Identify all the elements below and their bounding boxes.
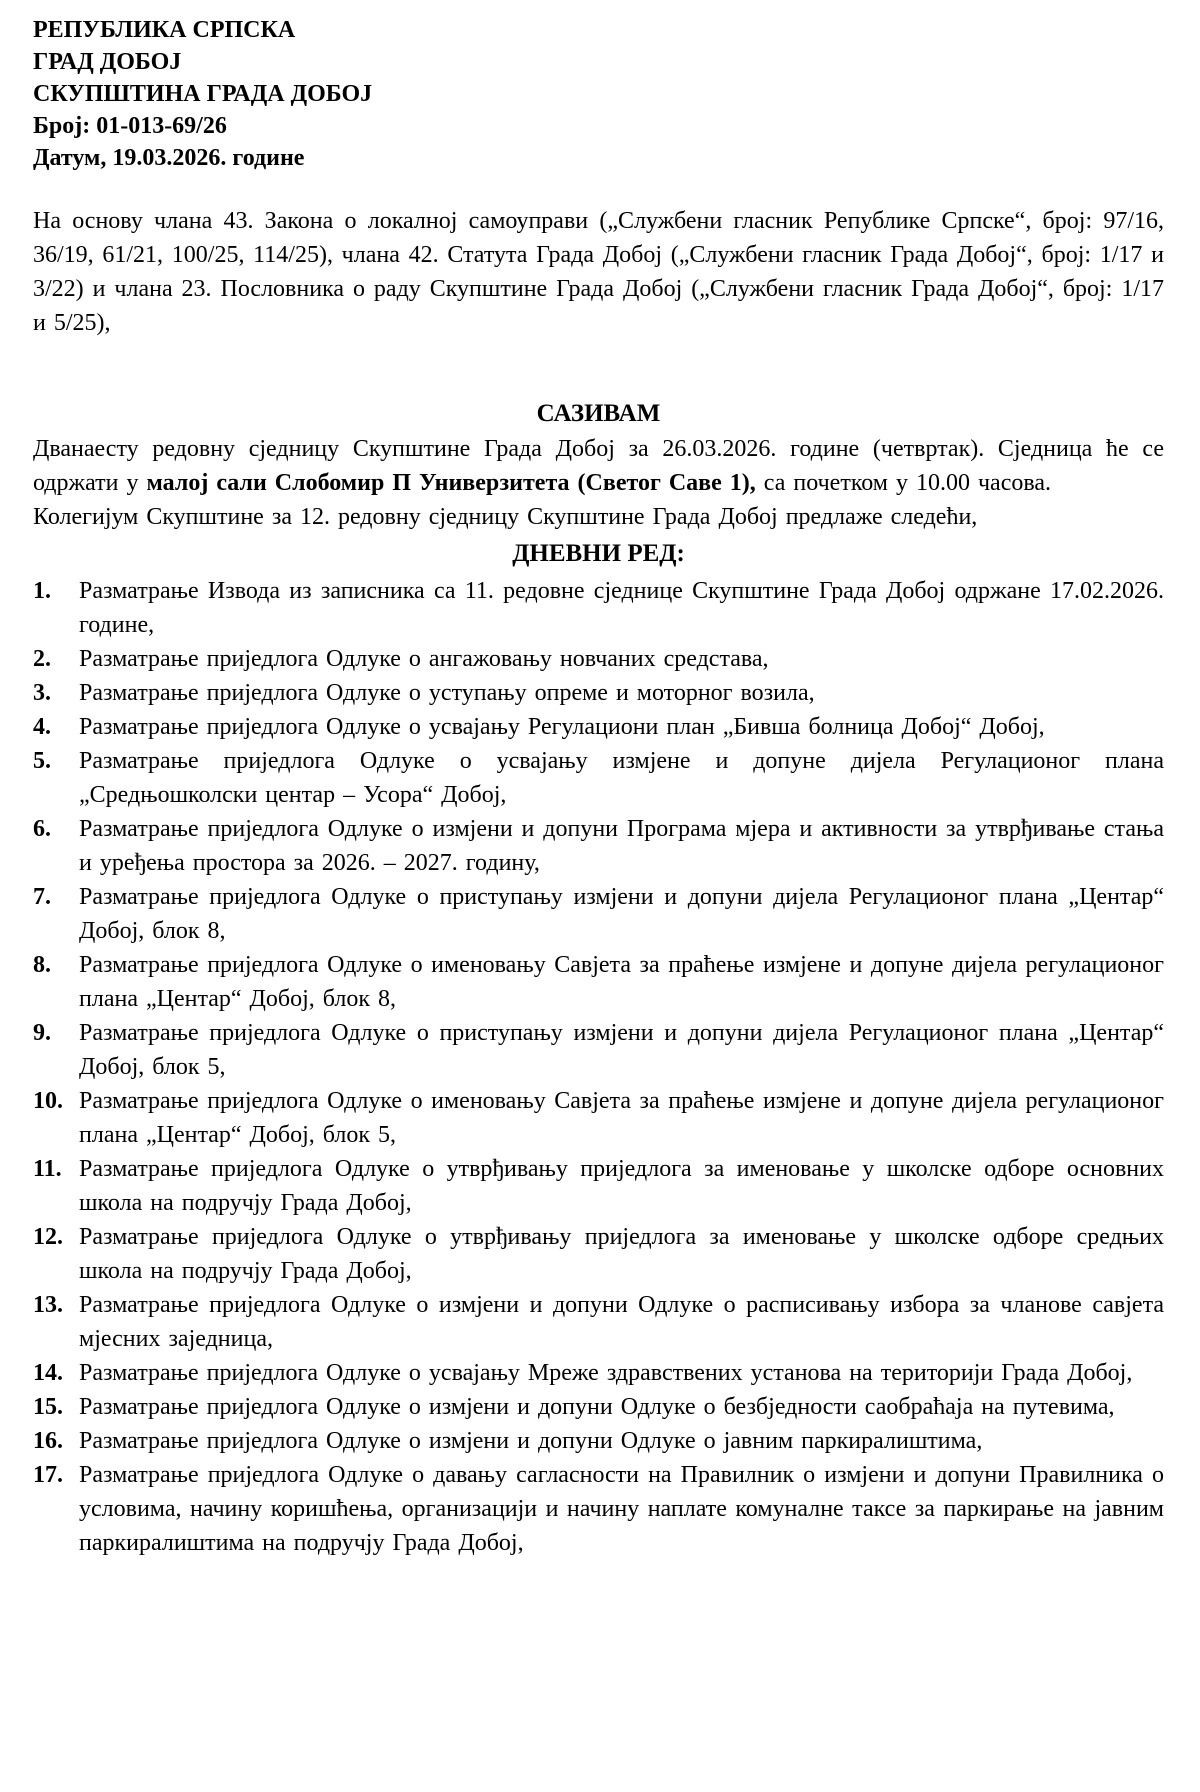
agenda-item-number: 12. — [33, 1224, 63, 1250]
agenda-heading: ДНЕВНИ РЕД: — [512, 540, 685, 567]
agenda-item-text: Разматрање приједлога Одлуке о утврђивању приједлога за именовање у школске одборе основних школа на подручју Града Добој, — [79, 1156, 1164, 1216]
agenda-item-number: 7. — [33, 884, 51, 910]
agenda-item-number: 11. — [33, 1156, 62, 1182]
agenda-item-number: 9. — [33, 1020, 51, 1046]
agenda-item-number: 8. — [33, 952, 51, 978]
agenda-item — [33, 1458, 1164, 1560]
agenda-item-number: 15. — [33, 1394, 63, 1420]
agenda-item — [33, 880, 1164, 948]
session-venue: малој сали Слобомир П Универзитета (Светог Саве 1), — [146, 470, 756, 496]
agenda-item-number: 4. — [33, 714, 51, 740]
collegium-paragraph: Колегијум Скупштине за 12. редовну сједницу Скупштине Града Добој предлаже следећи, — [33, 504, 978, 530]
agenda-item-number: 1. — [33, 578, 51, 604]
agenda-item-text: Разматрање приједлога Одлуке о усвајању Регулациони план „Бивша болница Добој“ Добој, — [79, 714, 1045, 740]
header-line-number: Број: 01-013-69/26 — [33, 113, 227, 139]
agenda-item-text: Разматрање приједлога Одлуке о уступању опреме и моторног возила, — [79, 680, 815, 706]
agenda-item — [33, 812, 1164, 880]
session-text-lead: Дванаесту редовну сједницу Скупштине Града Добој за 26.03.2026. године (четвртак). Сједница ће се одржати у — [33, 436, 1164, 496]
agenda-item-text: Разматрање приједлога Одлуке о давању сагласности на Правилник о измјени и допуни Правилника о условима, начину коришћења, организацији и начину наплате комуналне таксе за паркирање на јавним паркиралиштима на подручју Града Добој, — [79, 1462, 1164, 1556]
agenda-item — [33, 1220, 1164, 1288]
agenda-item — [33, 744, 1164, 812]
agenda-item-text: Разматрање приједлога Одлуке о измјени и допуни Одлуке о јавним паркиралиштима, — [79, 1428, 983, 1454]
agenda-item-number: 10. — [33, 1088, 63, 1114]
agenda-item — [33, 948, 1164, 1016]
agenda-item-text: Разматрање приједлога Одлуке о измјени и допуни Одлуке о безбједности саобраћаја на путевима, — [79, 1394, 1115, 1420]
agenda-item-text: Разматрање Извода из записника са 11. редовне сједнице Скупштине Града Добој одржане 17.02.2026. године, — [79, 578, 1164, 638]
agenda-item-text: Разматрање приједлога Одлуке о ангажовању новчаних средстава, — [79, 646, 769, 672]
session-text-trail: са почетком у 10.00 часова. — [755, 470, 1052, 496]
agenda-item-text: Разматрање приједлога Одлуке о приступању измјени и допуни дијела Регулационог плана „Центар“ Добој, блок 8, — [79, 884, 1164, 944]
agenda-item — [33, 1424, 1164, 1458]
agenda-item-text: Разматрање приједлога Одлуке о измјени и допуни Програма мјера и активности за утврђивање стања и уређења простора за 2026. – 2027. годину, — [79, 816, 1164, 876]
header-line-republic: РЕПУБЛИКА СРПСКА — [33, 17, 296, 43]
document-header — [33, 14, 1164, 174]
agenda-item-number: 3. — [33, 680, 51, 706]
agenda-item — [33, 1152, 1164, 1220]
agenda-item-number: 2. — [33, 646, 51, 672]
agenda-item-text: Разматрање приједлога Одлуке о приступању измјени и допуни дијела Регулационог плана „Центар“ Добој, блок 5, — [79, 1020, 1164, 1080]
agenda-item-text: Разматрање приједлога Одлуке о усвајању Мреже здравствених установа на територији Града Добој, — [79, 1360, 1133, 1386]
agenda-item-number: 5. — [33, 748, 51, 774]
agenda-item-number: 14. — [33, 1360, 63, 1386]
agenda-item — [33, 676, 1164, 710]
agenda-item-text: Разматрање приједлога Одлуке о измјени и допуни Одлуке о расписивању избора за чланове савјета мјесних заједница, — [79, 1292, 1164, 1352]
agenda-item — [33, 1356, 1164, 1390]
header-line-date: Датум, 19.03.2026. године — [33, 145, 305, 171]
agenda-item-number: 16. — [33, 1428, 63, 1454]
agenda-item-text: Разматрање приједлога Одлуке о утврђивању приједлога за именовање у школске одборе средњих школа на подручју Града Добој, — [79, 1224, 1164, 1284]
convocation-heading: САЗИВАМ — [536, 400, 661, 427]
header-line-assembly: СКУПШТИНА ГРАДА ДОБОЈ — [33, 81, 373, 107]
legal-basis-paragraph: На основу члана 43. Закона о локалној самоуправи („Службени гласник Републике Српске“, број: 97/16, 36/19, 61/21, 100/25, 114/25), члана 42. Статута Града Добој („Службени гласник Града Добој“, број: 1/17 и 3/22) и члана 23. Пословника о раду Скупштине Града Добој („Службени гласник Града Добој“, број: 1/17 и 5/25), — [33, 208, 1164, 336]
agenda-item — [33, 574, 1164, 642]
agenda-item-text: Разматрање приједлога Одлуке о именовању Савјета за праћење измјене и допуне дијела регулационог плана „Центар“ Добој, блок 8, — [79, 952, 1164, 1012]
agenda-item — [33, 1016, 1164, 1084]
agenda-item-text: Разматрање приједлога Одлуке о именовању Савјета за праћење измјене и допуне дијела регулационог плана „Центар“ Добој, блок 5, — [79, 1088, 1164, 1148]
agenda-item-number: 13. — [33, 1292, 63, 1318]
agenda-list — [33, 574, 1164, 1560]
agenda-item — [33, 1390, 1164, 1424]
agenda-item — [33, 1288, 1164, 1356]
session-details-paragraph — [33, 432, 1164, 500]
agenda-item — [33, 710, 1164, 744]
agenda-item-number: 6. — [33, 816, 51, 842]
agenda-item — [33, 642, 1164, 676]
agenda-item-text: Разматрање приједлога Одлуке о усвајању измјене и допуне дијела Регулационог плана „Средњошколски центар – Усора“ Добој, — [79, 748, 1164, 808]
agenda-item — [33, 1084, 1164, 1152]
header-line-city: ГРАД ДОБОЈ — [33, 49, 182, 75]
agenda-item-number: 17. — [33, 1462, 63, 1488]
